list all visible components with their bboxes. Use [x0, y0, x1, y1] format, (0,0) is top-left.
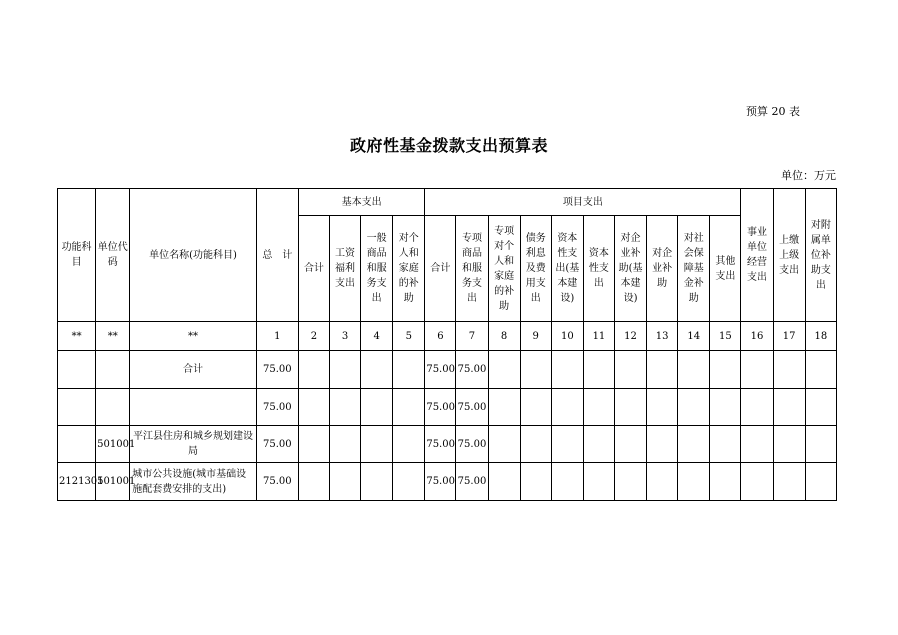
unit-name-cell [130, 389, 256, 426]
basic-wage-cell [330, 463, 361, 501]
unit-code-cell [96, 389, 130, 426]
index-cell: 15 [710, 322, 741, 351]
basic-goods-cell [361, 389, 393, 426]
index-row [58, 322, 837, 351]
header-proj-capital: 资本性支出 [583, 216, 614, 322]
basic-sum-cell [298, 463, 329, 501]
index-cell: ** [58, 322, 96, 351]
index-cell: 11 [583, 322, 614, 351]
index-cell: 3 [330, 322, 361, 351]
header-proj-goods: 专项商品和服务支出 [456, 216, 488, 322]
index-cell: 8 [488, 322, 520, 351]
proj-goods-cell: 75.00 [456, 463, 488, 501]
header-business: 事业单位经营支出 [741, 189, 773, 322]
proj-sum-cell: 75.00 [425, 389, 456, 426]
header-project-group: 项目支出 [425, 189, 741, 216]
basic-personal-cell [393, 426, 425, 463]
basic-personal-cell [393, 463, 425, 501]
func-code-cell [58, 351, 96, 389]
header-remit: 上缴上级支出 [773, 189, 805, 322]
basic-wage-cell [330, 351, 361, 389]
table-row [58, 463, 837, 501]
basic-personal-cell [393, 351, 425, 389]
func-code-cell: 2121301 [58, 463, 96, 501]
header-func-code: 功能科目 [58, 189, 96, 322]
unit-name-cell: 平江县住房和城乡规划建设局 [130, 426, 256, 463]
basic-goods-cell [361, 351, 393, 389]
index-cell: 16 [741, 322, 773, 351]
header-subsidy: 对附属单位补助支出 [805, 189, 836, 322]
proj-goods-cell: 75.00 [456, 389, 488, 426]
basic-wage-cell [330, 389, 361, 426]
header-proj-personal: 专项对个人和家庭的补助 [488, 216, 520, 322]
header-total: 总 计 [256, 189, 298, 322]
index-cell: 2 [298, 322, 329, 351]
header-basic-wage: 工资福利支出 [330, 216, 361, 322]
basic-personal-cell [393, 389, 425, 426]
header-basic-goods: 一般商品和服务支出 [361, 216, 393, 322]
proj-sum-cell: 75.00 [425, 351, 456, 389]
unit-code-cell: 501001 [96, 426, 130, 463]
unit-code-cell [96, 351, 130, 389]
header-proj-sum: 合计 [425, 216, 456, 322]
total-cell: 75.00 [256, 463, 298, 501]
proj-sum-cell: 75.00 [425, 463, 456, 501]
basic-wage-cell [330, 426, 361, 463]
func-code-cell [58, 426, 96, 463]
unit-label: 单位：万元 [781, 169, 836, 182]
header-basic-personal: 对个人和家庭的补助 [393, 216, 425, 322]
index-cell: 9 [520, 322, 551, 351]
index-cell: 13 [647, 322, 678, 351]
page-title: 政府性基金拨款支出预算表 [349, 136, 548, 155]
unit-name-cell: 城市公共设施(城市基础设施配套费安排的支出) [130, 463, 256, 501]
total-cell: 75.00 [256, 351, 298, 389]
index-cell: 14 [678, 322, 710, 351]
budget-table [57, 188, 837, 501]
index-cell: 1 [256, 322, 298, 351]
index-cell: 12 [614, 322, 646, 351]
header-proj-capital-build: 资本性支出(基本建设) [551, 216, 583, 322]
func-code-cell [58, 389, 96, 426]
table-row [58, 389, 837, 426]
basic-goods-cell [361, 463, 393, 501]
index-cell: 6 [425, 322, 456, 351]
unit-code-cell: 501001 [96, 463, 130, 501]
proj-goods-cell: 75.00 [456, 351, 488, 389]
table-number: 预算 20 表 [746, 105, 800, 118]
proj-goods-cell: 75.00 [456, 426, 488, 463]
header-proj-other: 其他支出 [710, 216, 741, 322]
index-cell: 4 [361, 322, 393, 351]
header-basic-group: 基本支出 [298, 189, 424, 216]
header-proj-debt: 债务利息及费用支出 [520, 216, 551, 322]
header-proj-enterprise-build: 对企业补助(基本建设) [614, 216, 646, 322]
header-unit-code: 单位代码 [96, 189, 130, 322]
table-row [58, 351, 837, 389]
header-proj-social: 对社会保障基金补助 [678, 216, 710, 322]
basic-goods-cell [361, 426, 393, 463]
index-cell: 10 [551, 322, 583, 351]
basic-sum-cell [298, 389, 329, 426]
index-cell: ** [130, 322, 256, 351]
total-cell: 75.00 [256, 426, 298, 463]
index-cell: 5 [393, 322, 425, 351]
total-cell: 75.00 [256, 389, 298, 426]
index-cell: 7 [456, 322, 488, 351]
unit-name-cell: 合计 [130, 351, 256, 389]
basic-sum-cell [298, 351, 329, 389]
basic-sum-cell [298, 426, 329, 463]
proj-sum-cell: 75.00 [425, 426, 456, 463]
index-cell: ** [96, 322, 130, 351]
header-basic-sum: 合计 [298, 216, 329, 322]
index-cell: 17 [773, 322, 805, 351]
table-row [58, 426, 837, 463]
index-cell: 18 [805, 322, 836, 351]
header-proj-enterprise: 对企业补助 [647, 216, 678, 322]
header-unit-name: 单位名称(功能科目) [130, 189, 256, 322]
